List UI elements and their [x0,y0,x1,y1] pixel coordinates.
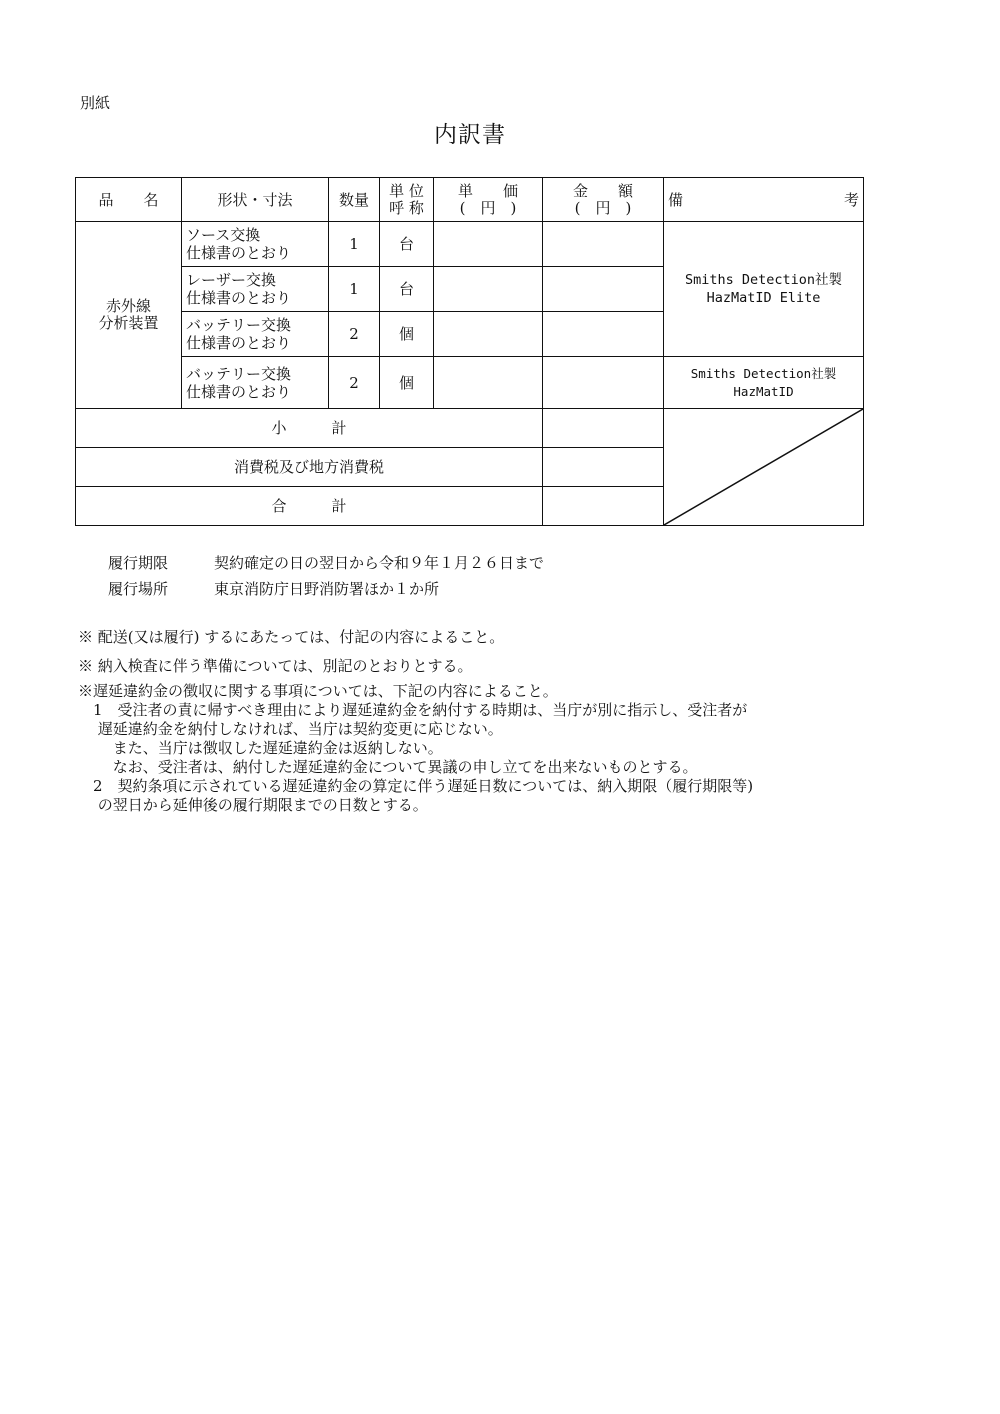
item-name-line1: 赤外線 [105,297,151,315]
header-remarks-right: 考 [843,190,859,209]
place-line [108,578,439,599]
penalty-item-1-line2: 遅延違約金を納付しなければ、当庁は契約変更に応じない。 [78,720,503,738]
shape-cell [182,222,329,267]
header-remarks-left: 備 [668,190,684,209]
remarks-cell-elite [664,222,864,357]
unit-cell: 台 [380,267,434,312]
item-name-cell [76,222,182,409]
header-unit-line2: 呼 称 [389,198,424,217]
quantity-cell: 2 [329,312,380,357]
shape-line2: 仕様書のとおり [186,244,292,262]
header-price-line1: 単 価 [457,181,518,200]
header-item-name: 品 名 [76,178,182,222]
shape-line2: 仕様書のとおり [186,334,292,352]
header-unit-price [434,178,543,222]
diagonal-blank-cell [664,409,864,526]
place-label: 履行場所 [108,580,169,598]
tax-label: 消費税及び地方消費税 [76,448,543,487]
remarks-model: HazMatID [733,383,794,399]
subtotal-label: 小 計 [76,409,543,448]
total-amount[interactable] [543,487,664,526]
diagonal-line [664,409,863,525]
penalty-item-1-line1: 1 受注者の責に帰すべき理由により遅延違約金を納付する時期は、当庁が別に指示し、受注者が [78,701,748,719]
shape-cell [182,312,329,357]
note-delivery: ※ 配送(又は履行) するにあたっては、付記の内容によること。 [78,628,505,646]
penalty-heading: ※遅延違約金の徴収に関する事項については、下記の内容によること。 [78,682,558,700]
attachment-label: 別紙 [80,94,111,112]
note-inspection: ※ 納入検査に伴う準備については、別記のとおりとする。 [78,657,473,675]
deadline-line [108,552,544,573]
quantity-cell: 2 [329,357,380,409]
breakdown-table [75,177,864,526]
penalty-item-1-line3: また、当庁は徴収した遅延違約金は返納しない。 [78,739,443,757]
shape-line1: バッテリー交換 [186,316,292,334]
quantity-cell: 1 [329,222,380,267]
subtotal-row [76,409,864,448]
unit-price-cell[interactable] [434,267,543,312]
shape-line1: レーザー交換 [186,271,277,289]
unit-price-cell[interactable] [434,357,543,409]
remarks-maker: Smiths Detection社製 [684,272,843,288]
remarks-cell-standard [664,357,864,409]
total-label: 合 計 [76,487,543,526]
item-name-line2: 分析装置 [98,314,159,332]
place-value: 東京消防庁日野消防署ほか１か所 [214,580,440,598]
amount-cell[interactable] [543,357,664,409]
tax-amount[interactable] [543,448,664,487]
unit-cell: 個 [380,312,434,357]
header-remarks [664,178,864,222]
unit-price-cell[interactable] [434,222,543,267]
deadline-value: 契約確定の日の翌日から令和９年１月２６日まで [214,554,545,572]
header-unit-line1: 単 位 [389,181,424,200]
header-shape: 形状・寸法 [182,178,329,222]
deadline-label: 履行期限 [108,554,169,572]
amount-cell[interactable] [543,267,664,312]
shape-cell [182,357,329,409]
shape-line2: 仕様書のとおり [186,289,292,307]
header-unit [380,178,434,222]
table-header-row [76,178,864,222]
unit-cell: 台 [380,222,434,267]
shape-line2: 仕様書のとおり [186,382,292,401]
remarks-maker: Smiths Detection社製 [690,365,837,381]
header-amount-line2: ( 円 ) [574,198,632,217]
penalty-item-2-line1: 2 契約条項に示されている遅延違約金の算定に伴う遅延日数については、納入期限（履行期限等) [78,777,754,795]
quantity-cell: 1 [329,267,380,312]
header-quantity: 数量 [329,178,380,222]
unit-price-cell[interactable] [434,312,543,357]
header-price-line2: ( 円 ) [459,198,517,217]
amount-cell[interactable] [543,222,664,267]
page-title: 内訳書 [434,122,506,148]
header-amount-line1: 金 額 [572,181,633,200]
amount-cell[interactable] [543,312,664,357]
shape-line1: ソース交換 [186,226,261,244]
remarks-model: HazMatID Elite [706,290,821,306]
subtotal-amount[interactable] [543,409,664,448]
unit-cell: 個 [380,357,434,409]
shape-cell [182,267,329,312]
header-amount [543,178,664,222]
penalty-section [78,682,958,815]
shape-line1: バッテリー交換 [186,364,292,383]
table-row [76,357,864,409]
table-row [76,222,864,267]
penalty-item-2-line2: の翌日から延伸後の履行期限までの日数とする。 [78,796,428,814]
penalty-item-1-line4: なお、受注者は、納付した遅延違約金について異議の申し立てを出来ないものとする。 [78,758,698,776]
